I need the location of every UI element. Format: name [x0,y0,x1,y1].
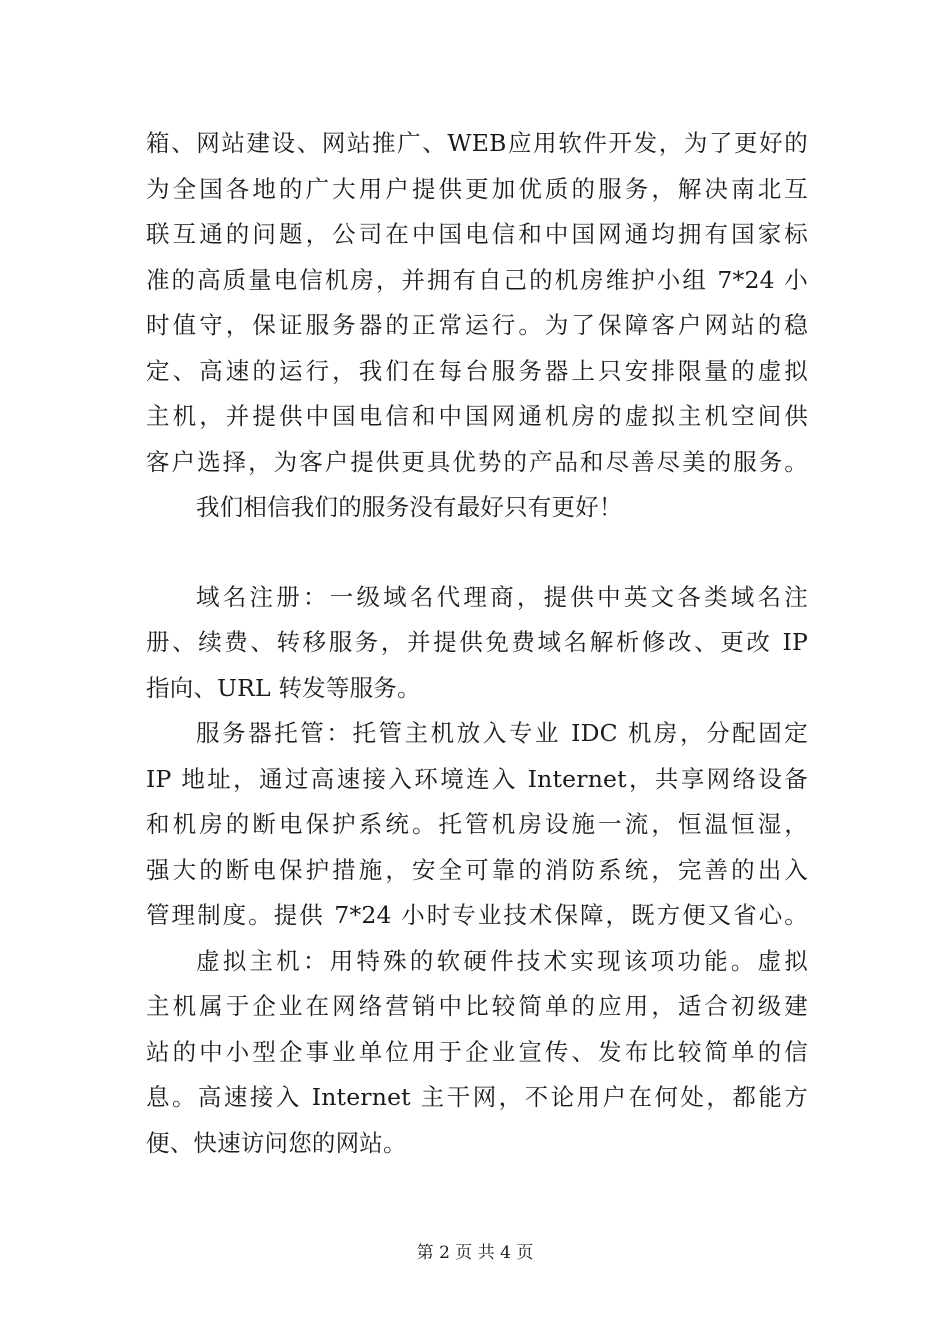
text-line: 箱、网站建设、网站推广、WEB应用软件开发，为了更好的 [146,129,808,157]
text-line: 站的中小型企事业单位用于企业宣传、发布比较简单的信 [146,1037,808,1066]
text-line: 我们相信我们的服务没有最好只有更好！ [196,493,623,521]
text-line: 定、高速的运行，我们在每台服务器上只安排限量的虚拟 [146,356,808,385]
page-number-footer: 第 2 页 共 4 页 [416,1243,534,1263]
text-line: 强大的断电保护措施，安全可靠的消防系统，完善的出入 [146,855,808,884]
text-line: 管理制度。提供 7*24 小时专业技术保障，既方便又省心。 [146,901,808,929]
text-line: 息。高速接入 Internet 主干网，不论用户在何处，都能方 [146,1083,808,1111]
paragraph-server-hosting [146,711,808,939]
text-line: 便、快速访问您的网站。 [146,1128,407,1157]
text-line: 册、续费、转移服务，并提供免费域名解析修改、更改 IP [146,628,808,656]
text-line: IP 地址，通过高速接入环境连入 Internet，共享网络设备 [146,764,808,793]
text-line: 联互通的问题，公司在中国电信和中国网通均拥有国家标 [146,220,808,248]
text-line: 服务器托管：托管主机放入专业 IDC 机房，分配固定 [196,719,808,747]
paragraph-domain-registration [146,575,808,712]
paragraph-virtual-host [146,939,808,1167]
text-line: 准的高质量电信机房，并拥有自己的机房维护小组 7*24 小 [146,265,808,294]
paragraph-slogan [146,485,808,531]
text-line: 主机，并提供中国电信和中国网通机房的虚拟主机空间供 [146,402,808,430]
text-line: 主机属于企业在网络营销中比较简单的应用，适合初级建 [146,992,808,1020]
text-line: 域名注册：一级域名代理商，提供中英文各类域名注 [196,582,808,611]
paragraph-intro [146,121,808,485]
text-line: 为全国各地的广大用户提供更加优质的服务，解决南北互 [146,174,808,203]
text-line: 客户选择，为客户提供更具优势的产品和尽善尽美的服务。 [146,447,808,476]
text-line: 时值守，保证服务器的正常运行。为了保障客户网站的稳 [146,311,808,339]
document-body [146,121,808,1166]
blank-spacer [146,531,808,575]
text-line: 指向、URL 转发等服务。 [146,673,421,702]
text-line: 和机房的断电保护系统。托管机房设施一流，恒温恒湿， [146,810,808,838]
text-line: 虚拟主机：用特殊的软硬件技术实现该项功能。虚拟 [196,946,808,975]
